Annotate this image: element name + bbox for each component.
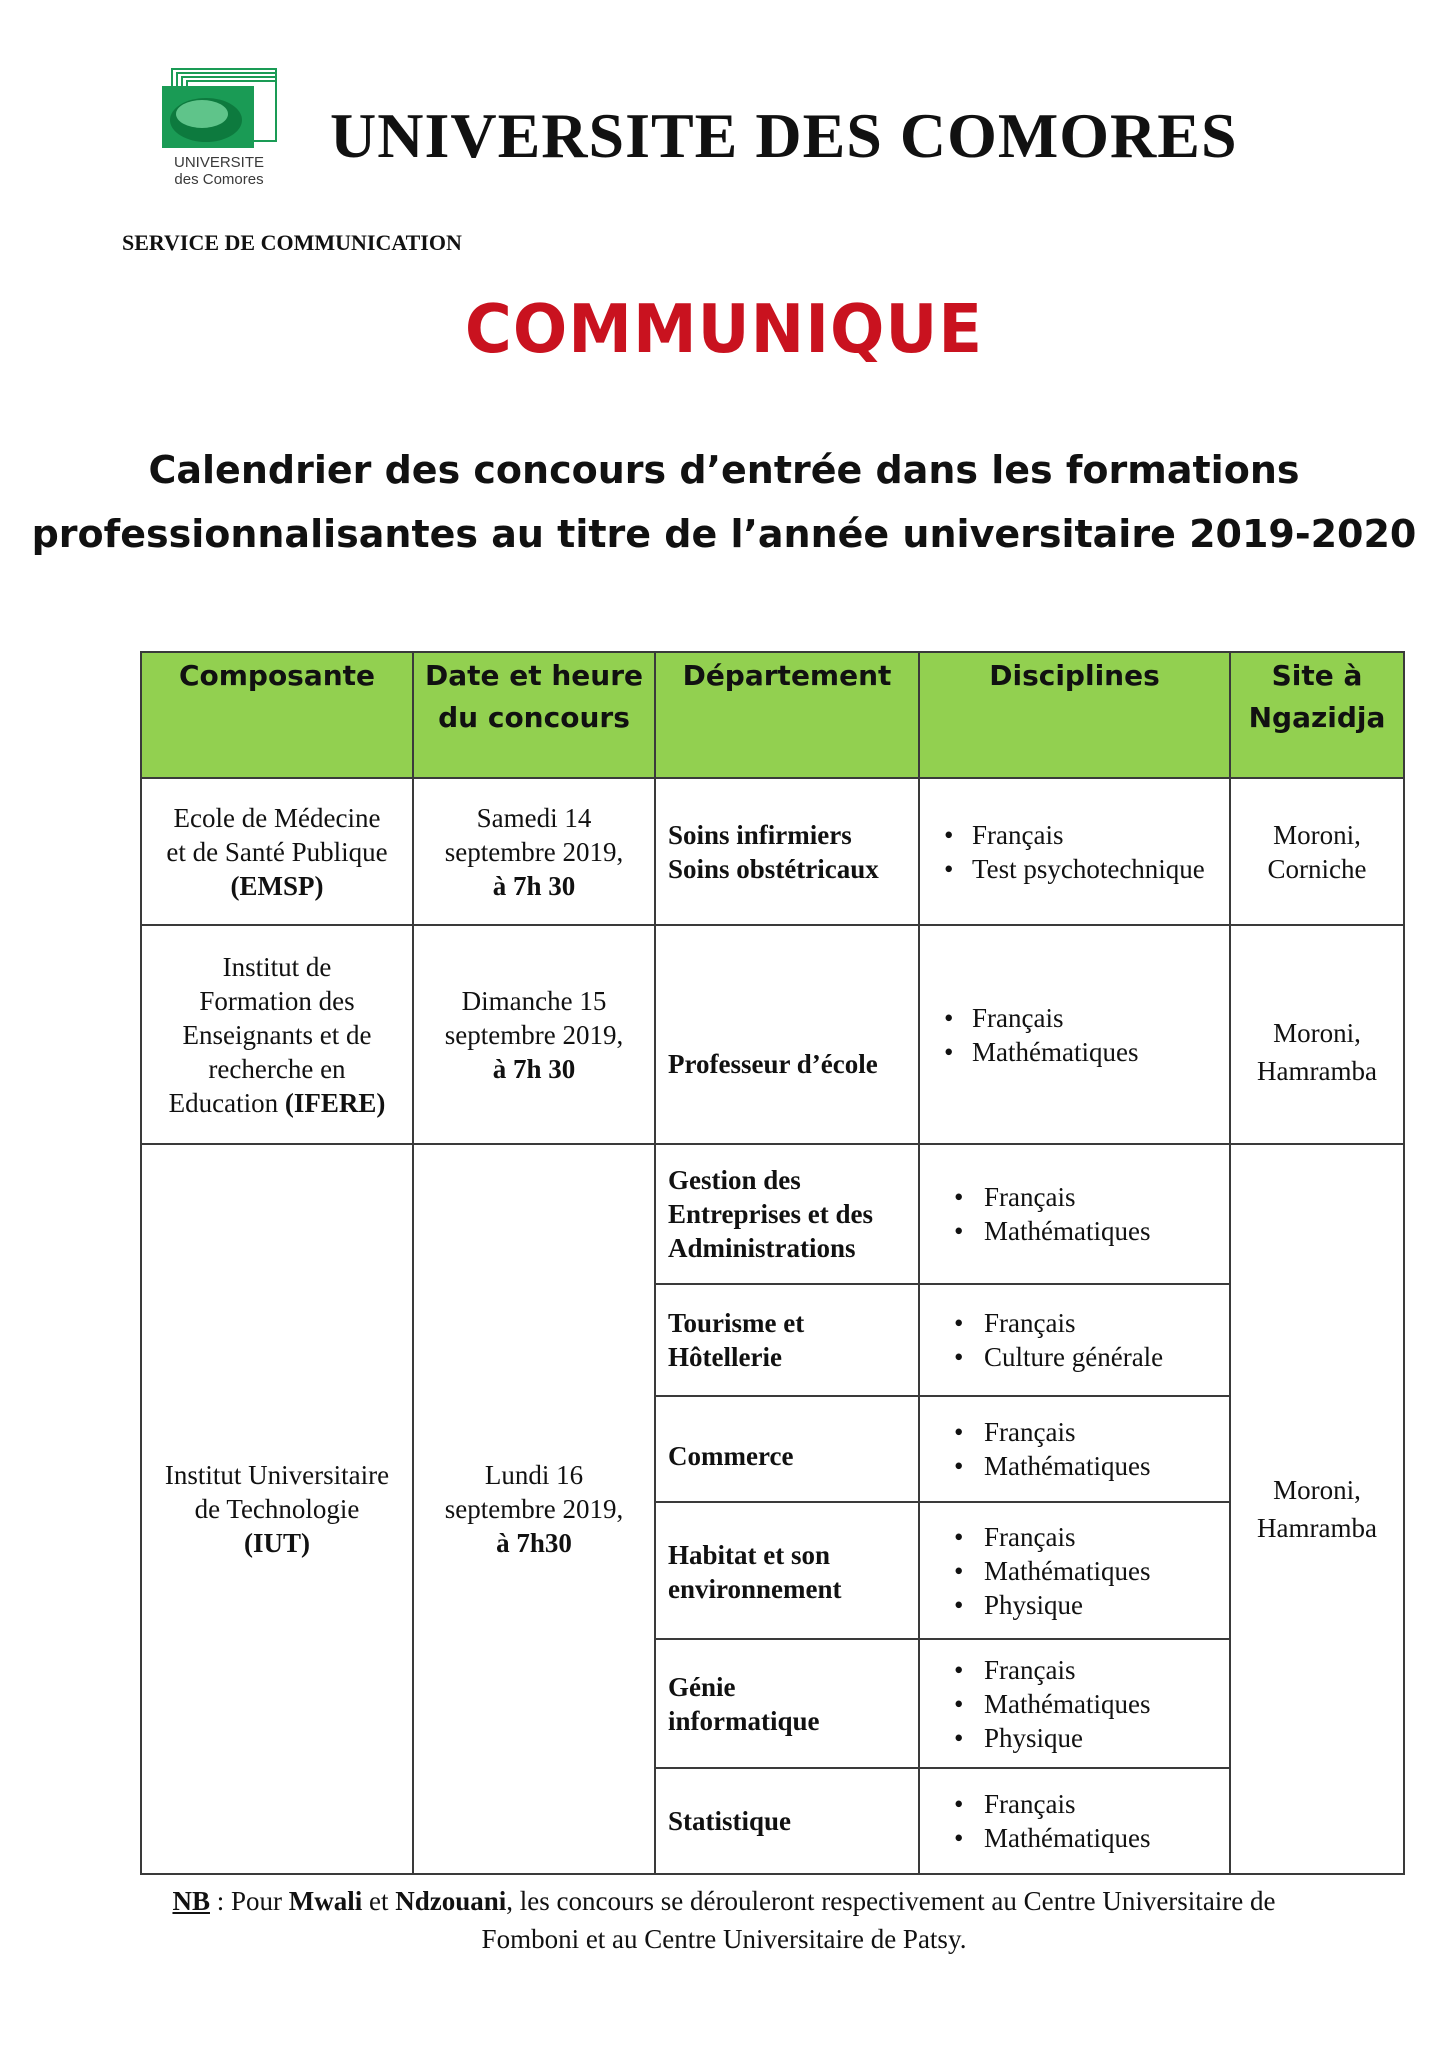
disciplines-list: [932, 1520, 1217, 1622]
date-cell: Dimanche 15 septembre 2019, à 7h 30: [413, 925, 655, 1144]
logo-mark: [160, 66, 278, 156]
university-logo: [160, 66, 278, 196]
logo-text-line2: des Comores: [174, 171, 264, 188]
list-item: • Mathématiques: [932, 1035, 1217, 1069]
list-item: • Français: [932, 1787, 1217, 1821]
disciplines-cell: [919, 1768, 1230, 1874]
disciplines-cell: [919, 1396, 1230, 1502]
communique-title: COMMUNIQUE: [464, 291, 984, 369]
disciplines-list: [932, 1001, 1217, 1069]
department-cell: Professeur d’école: [655, 925, 919, 1144]
document-subtitle: [0, 438, 1448, 566]
table-header-row: [141, 652, 1404, 778]
disciplines-cell: [919, 1284, 1230, 1396]
disciplines-list: [932, 818, 1217, 886]
list-item: • Français: [932, 1653, 1217, 1687]
site-cell: Moroni, Hamramba: [1230, 1144, 1404, 1874]
list-item: • Mathématiques: [932, 1214, 1217, 1248]
list-item: • Français: [932, 1001, 1217, 1035]
department-cell: Soins infirmiers Soins obstétricaux: [655, 778, 919, 925]
subtitle-line1: Calendrier des concours d’entrée dans les formations: [148, 448, 1300, 492]
disciplines-cell: [919, 1639, 1230, 1768]
university-name: UNIVERSITE DES COMORES: [330, 100, 1238, 171]
list-item: • Français: [932, 1520, 1217, 1554]
list-item: • Mathématiques: [932, 1449, 1217, 1483]
list-item: • Français: [932, 1415, 1217, 1449]
schedule-table: [140, 651, 1405, 1875]
site-cell: Moroni, Corniche: [1230, 778, 1404, 925]
list-item: • Physique: [932, 1721, 1217, 1755]
list-item: • Français: [932, 1180, 1217, 1214]
disciplines-list: [932, 1415, 1217, 1483]
department-cell: Commerce: [655, 1396, 919, 1502]
list-item: • Culture générale: [932, 1340, 1217, 1374]
footnote: [0, 1882, 1448, 1958]
date-cell: Samedi 14 septembre 2019, à 7h 30: [413, 778, 655, 925]
nb-label: NB: [172, 1886, 210, 1916]
disciplines-cell: [919, 1502, 1230, 1639]
department-cell: Tourisme et Hôtellerie: [655, 1284, 919, 1396]
composante-cell: Institut de Formation des Enseignants et de recherche en Education (IFERE): [141, 925, 413, 1144]
header-composante: Composante: [141, 652, 413, 778]
date-cell: Lundi 16 septembre 2019, à 7h30: [413, 1144, 655, 1874]
disciplines-list: [932, 1787, 1217, 1855]
table-row: [141, 925, 1404, 1144]
composante-cell: Institut Universitaire de Technologie (IUT): [141, 1144, 413, 1874]
disciplines-list: [932, 1306, 1217, 1374]
header-disciplines: Disciplines: [919, 652, 1230, 778]
list-item: • Français: [932, 818, 1217, 852]
list-item: • Mathématiques: [932, 1821, 1217, 1855]
header-site: Site à Ngazidja: [1230, 652, 1404, 778]
department-cell: Habitat et son environnement: [655, 1502, 919, 1639]
header-date: Date et heure du concours: [413, 652, 655, 778]
footnote-line1: NB : Pour Mwali et Ndzouani, les concours se dérouleront respectivement au Centre Universitaire de: [172, 1886, 1276, 1916]
logo-text-line1: UNIVERSITE: [173, 154, 264, 171]
disciplines-cell: [919, 778, 1230, 925]
list-item: • Physique: [932, 1588, 1217, 1622]
disciplines-cell: [919, 1144, 1230, 1284]
service-label: SERVICE DE COMMUNICATION: [122, 230, 462, 255]
table-row: [141, 778, 1404, 925]
disciplines-list: [932, 1180, 1217, 1248]
subtitle-line2: professionnalisantes au titre de l’année universitaire 2019-2020: [31, 512, 1417, 556]
table-row: [141, 1144, 1404, 1284]
footnote-line2: Fomboni et au Centre Universitaire de Patsy.: [481, 1924, 967, 1954]
disciplines-cell: [919, 925, 1230, 1144]
list-item: • Mathématiques: [932, 1554, 1217, 1588]
list-item: • Test psychotechnique: [932, 852, 1217, 886]
list-item: • Français: [932, 1306, 1217, 1340]
list-item: • Mathématiques: [932, 1687, 1217, 1721]
header-departement: Département: [655, 652, 919, 778]
disciplines-list: [932, 1653, 1217, 1755]
site-cell: Moroni, Hamramba: [1230, 925, 1404, 1144]
department-cell: Génie informatique: [655, 1639, 919, 1768]
department-cell: Statistique: [655, 1768, 919, 1874]
composante-cell: Ecole de Médecine et de Santé Publique (EMSP): [141, 778, 413, 925]
department-cell: Gestion des Entreprises et des Administrations: [655, 1144, 919, 1284]
